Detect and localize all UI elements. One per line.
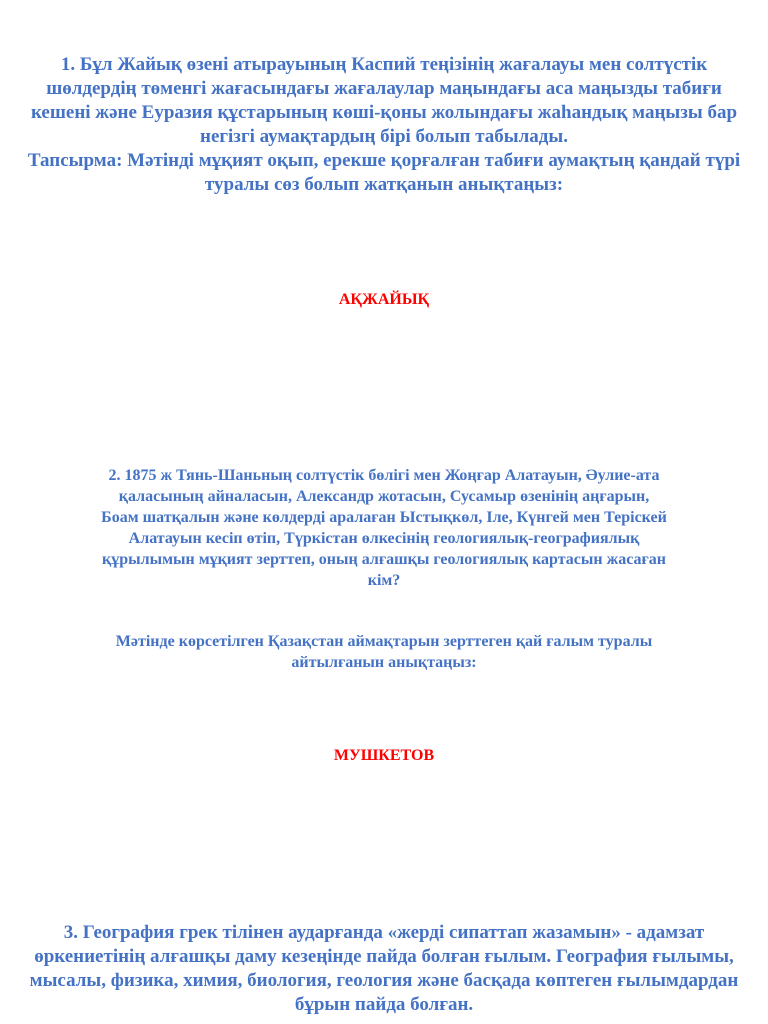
question-2-answer: МУШКЕТОВ (333, 747, 435, 764)
question-1-text: 1. Бұл Жайық өзені атырауының Каспий теңізінің жағалауы мен солтүстік шөлдердің төменгі жағасындағы жағалаулар маңындағы аса маңызды табиғи кешені және Еуразия құстарының көші-қоны жолындағы жаһандық маңызы бар негізгі аумақтардың бірі болып табылады. (30, 54, 738, 147)
question-3-text: 3. География грек тілінен аударғанда «жерді сипаттап жазамын» - адамзат өркениетінің алғашқы даму кезеңінде пайда болған ғылым. География ғылымы, мысалы, физика, химия, биология, геология және басқада көптеген ғылымдардан бұрын пайда болған. (29, 922, 739, 1015)
question-2-task: Мәтінде көрсетілген Қазақстан аймақтарын зерттеген қай ғалым туралы айтылғанын анықтаңыз: (115, 633, 653, 671)
question-1-answer: АҚЖАЙЫҚ (338, 291, 430, 308)
question-2-text: 2. 1875 ж Тянь-Шаньның солтүстік бөлігі мен Жоңғар Алатауын, Әулие-ата қаласының айналасын, Александр жотасын, Сусамыр өзенінің аңғарын, Боам шатқалын және көлдерді аралаған Ыстықкөл, Іле, Күнгей мен Теріскей Алатауын кесіп өтіп, Түркістан өлкесінің геологиялық-географиялық құрылымын мұқият зерттеп, оның алғашқы геологиялық картасын жасаған кім? (101, 467, 667, 589)
question-1-task: Тапсырма: Мәтінді мұқият оқып, ерекше қорғалған табиғи аумақтың қандай түрі туралы сөз болып жатқанын анықтаңыз: (27, 150, 741, 195)
question-1-block (20, 53, 748, 197)
